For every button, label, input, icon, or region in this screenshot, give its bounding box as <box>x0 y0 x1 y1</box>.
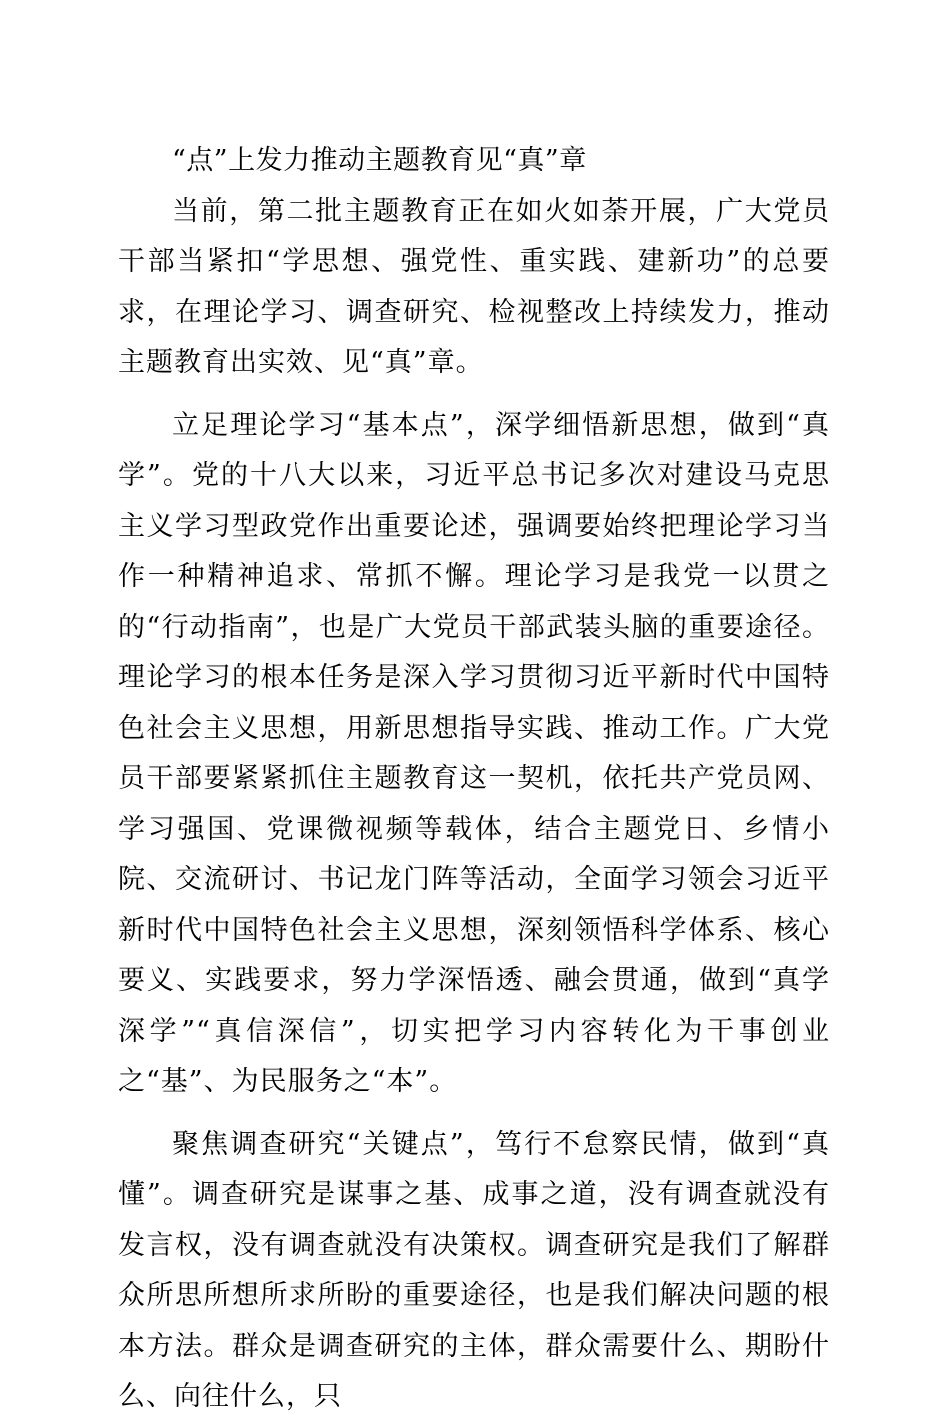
document-body <box>118 136 830 1423</box>
paragraph-theory-study: 立足理论学习“基本点”，深学细悟新思想，做到“真学”。党的十八大以来，习近平总书记多次对建设马克思主义学习型政党作出重要论述，强调要始终把理论学习当作一种精神追求、常抓不懈。理论学习是我党一以贯之的“行动指南”，也是广大党员干部武装头脑的重要途径。理论学习的根本任务是深入学习贯彻习近平新时代中国特色社会主义思想，用新思想指导实践、推动工作。广大党员干部要紧紧抓住主题教育这一契机，依托共产党员网、学习强国、党课微视频等载体，结合主题党日、乡情小院、交流研讨、书记龙门阵等活动，全面学习领会习近平新时代中国特色社会主义思想，深刻领悟科学体系、核心要义、实践要求，努力学深悟透、融会贯通，做到“真学深学”“真信深信”，切实把学习内容转化为干事创业之“基”、为民服务之“本”。 <box>118 409 830 1097</box>
paragraph-intro: 当前，第二批主题教育正在如火如荼开展，广大党员干部当紧扣“学思想、强党性、重实践、建新功”的总要求，在理论学习、调查研究、检视整改上持续发力，推动主题教育出实效、见“真”章。 <box>118 195 830 378</box>
document-title: “点”上发力推动主题教育见“真”章 <box>172 145 587 176</box>
paragraph-investigation: 聚焦调查研究“关键点”，笃行不怠察民情，做到“真懂”。调查研究是谋事之基、成事之道，没有调查就没有发言权，没有调查就没有决策权。调查研究是我们了解群众所思所想所求所盼的重要途径，也是我们解决问题的根本方法。群众是调查研究的主体，群众需要什么、期盼什么、向往什么，只 <box>118 1128 830 1412</box>
